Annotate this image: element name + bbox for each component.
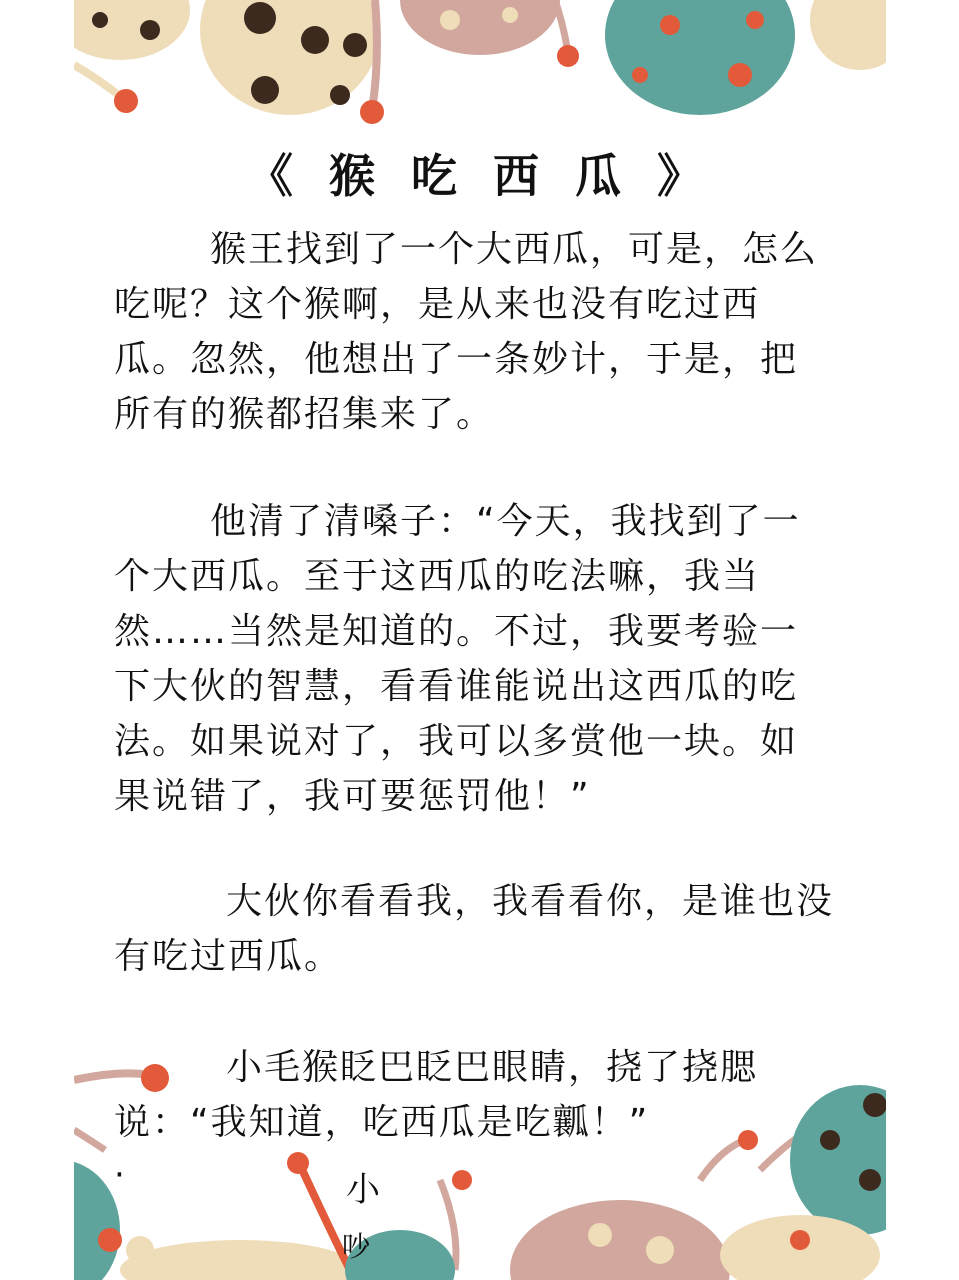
cut-off-text-fragment: 小 <box>346 1170 380 1210</box>
paragraph-3: 大伙你看看我，我看看你，是谁也没有吃过西瓜。 <box>114 881 835 977</box>
paragraph-4: 小毛猴眨巴眨巴眼睛，挠了挠腮说：“我知道，吃西瓜是吃瓤！” <box>114 1047 759 1143</box>
story-page <box>74 0 886 1280</box>
cut-off-text-fragment: 吵 <box>342 1230 371 1263</box>
cut-off-text-fragment: · <box>114 1155 125 1195</box>
paragraph-1: 猴王找到了一个大西瓜，可是，怎么吃呢？这个猴啊，是从来也没有吃过西瓜。忽然，他想出了一条妙计，于是，把所有的猴都招集来了。 <box>114 229 819 435</box>
paragraph-2: 他清了清嗓子：“今天，我找到了一个大西瓜。至于这西瓜的吃法嘛，我当然……当然是知道的。不过，我要考验一下大伙的智慧，看看谁能说出这西瓜的吃法。如果说对了，我可以多赏他一块。如果说错了，我可要惩罚他！” <box>114 501 801 817</box>
story-title: 《 猴 吃 西 瓜 》 <box>246 149 714 203</box>
